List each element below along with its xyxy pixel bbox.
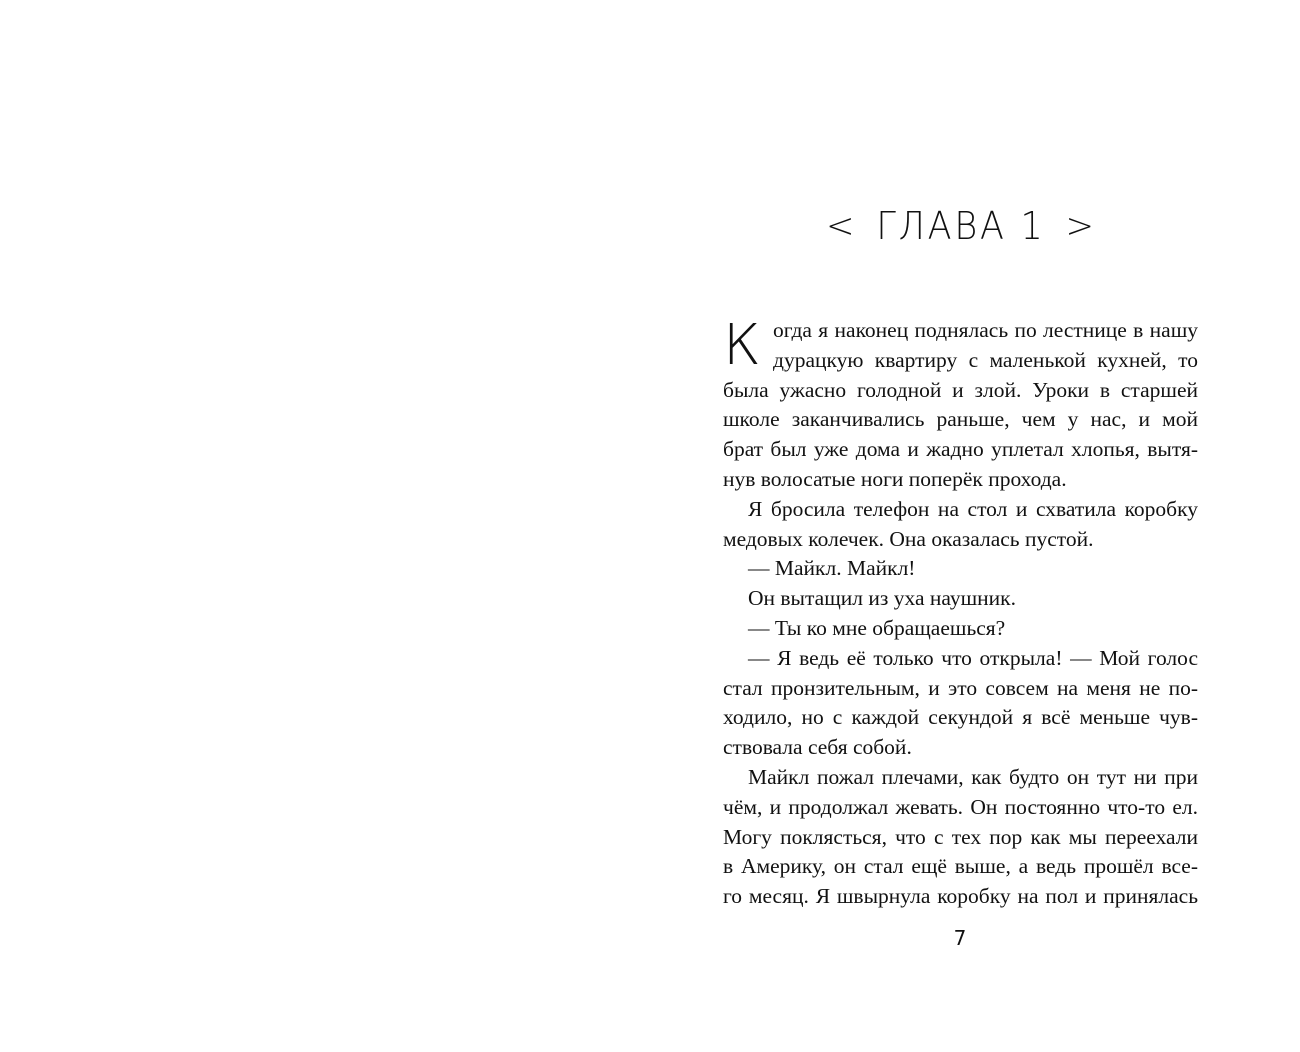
text-line: дурацкую квартиру с маленькой кухней, то — [773, 347, 1198, 372]
text-line: ходило, но с каждой секундой я всё меньше чув- — [723, 705, 1198, 730]
text-line: го месяц. Я швырнула коробку на пол и принялась — [723, 884, 1198, 909]
chevron-right-icon: > — [1065, 206, 1096, 246]
chapter-body-text — [723, 313, 1198, 912]
text-line: Я бросила телефон на стол и схватила коробку — [748, 496, 1198, 521]
text-line: — Майкл. Майкл! — [748, 556, 916, 581]
text-line: ствовала себя собой. — [723, 735, 912, 760]
chapter-title: ГЛАВА 1 — [876, 204, 1046, 248]
text-line: брат был уже дома и жадно уплетал хлопья, вытя- — [723, 437, 1198, 462]
text-line: была ужасно голодной и злой. Уроки в старшей — [723, 377, 1198, 402]
text-line: Майкл пожал плечами, как будто он тут ни при — [748, 764, 1198, 789]
text-line: чём, и продолжал жевать. Он постоянно что-то ел. — [723, 794, 1198, 819]
text-line: огда я наконец поднялась по лестнице в нашу — [773, 318, 1198, 342]
text-line: Могу поклясться, что с тех пор как мы переехали — [723, 824, 1198, 849]
text-line: медовых колечек. Она оказалась пустой. — [723, 526, 1094, 551]
drop-cap: К — [723, 313, 761, 378]
chapter-heading — [826, 196, 1096, 256]
text-line: Он вытащил из уха наушник. — [748, 586, 1016, 611]
text-line: нув волосатые ноги поперёк прохода. — [723, 466, 1067, 491]
text-line: — Ты ко мне обращаешься? — [748, 615, 1006, 640]
text-line: в Америку, он стал ещё выше, а ведь прошёл все- — [723, 854, 1198, 879]
text-line: школе заканчивались раньше, чем у нас, и мой — [723, 407, 1198, 432]
text-line: — Я ведь её только что открыла! — Мой голос — [748, 645, 1198, 670]
chevron-left-icon: < — [826, 206, 857, 246]
text-line: стал пронзительным, и это совсем на меня не по- — [723, 675, 1198, 700]
page-number: 7 — [953, 926, 967, 950]
